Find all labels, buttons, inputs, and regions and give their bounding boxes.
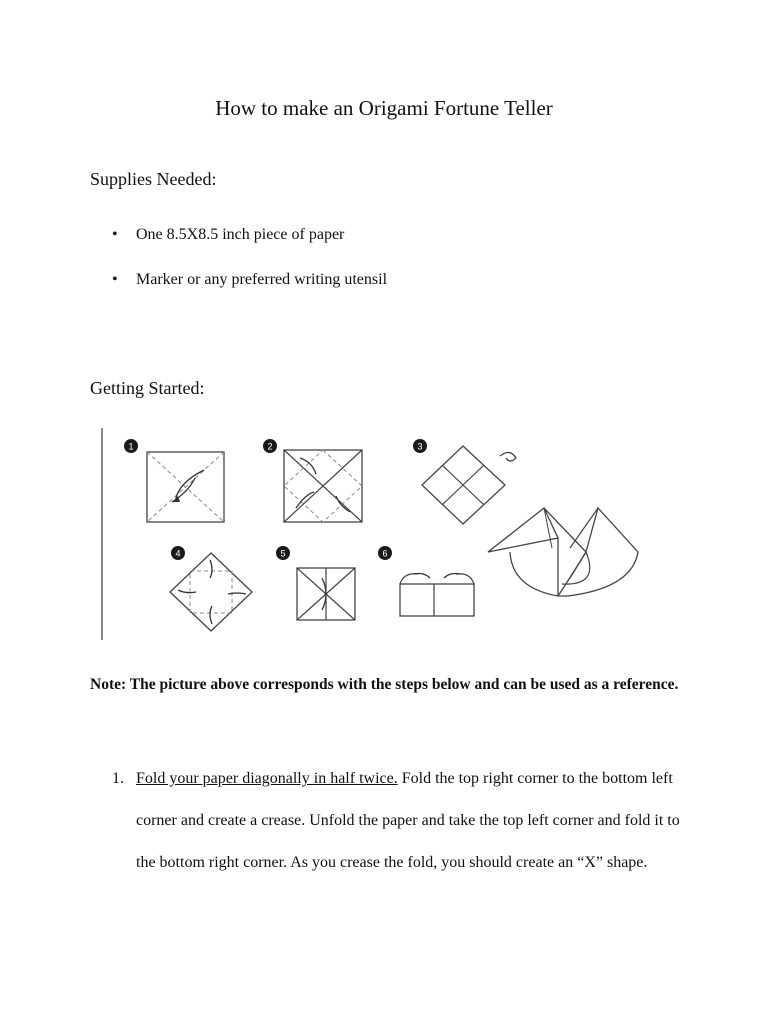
getting-started-heading: Getting Started: [90, 378, 205, 398]
step-1-diagram [124, 439, 224, 522]
supply-list [90, 224, 387, 314]
page-title: How to make an Origami Fortune Teller [215, 96, 553, 120]
step-badge-label: 4 [175, 548, 181, 559]
arrow-icon [228, 593, 246, 594]
arrow-icon [500, 452, 516, 461]
step-badge-label: 3 [417, 441, 423, 452]
supplies-heading: Supplies Needed: [90, 169, 217, 189]
list-item [90, 269, 387, 291]
bullet-icon: • [112, 226, 118, 243]
step-3-diagram [413, 439, 516, 524]
step-5-diagram [276, 546, 355, 620]
arrow-icon [210, 560, 212, 578]
step-badge-label: 5 [280, 548, 286, 559]
step-4-diagram [170, 546, 252, 631]
arrow-icon [210, 606, 212, 624]
arrow-icon [178, 590, 196, 593]
step-badge-label: 6 [382, 548, 388, 559]
step-badge-label: 2 [267, 441, 273, 452]
arrow-icon [444, 574, 460, 579]
step-number: 1. [112, 770, 124, 787]
supply-text: One 8.5X8.5 inch piece of paper [136, 226, 345, 243]
step-emphasis: Fold your paper diagonally in half twice. [136, 770, 398, 787]
step-text: Fold the top right corner to the bottom left corner and create a crease. Unfold the paper and take the top left corner and fold it to the bottom right corner. As you crease the fold, you should create an “X” shape. [136, 770, 680, 871]
step-badge-label: 1 [128, 441, 134, 452]
supply-text: Marker or any preferred writing utensil [136, 271, 388, 288]
arrow-icon [296, 492, 314, 508]
steps-list [90, 758, 690, 884]
list-item [90, 758, 690, 884]
fold-diagram-icon [100, 428, 652, 642]
reference-note: Note: The picture above corresponds with the steps below and can be used as a reference. [90, 676, 679, 693]
step-2-diagram [263, 439, 362, 522]
arrow-icon [176, 470, 204, 498]
arrow-icon [414, 574, 430, 579]
step-6-diagram [378, 546, 474, 616]
bullet-icon: • [112, 271, 118, 288]
fortune-teller-icon [488, 508, 638, 596]
list-item [90, 224, 387, 246]
